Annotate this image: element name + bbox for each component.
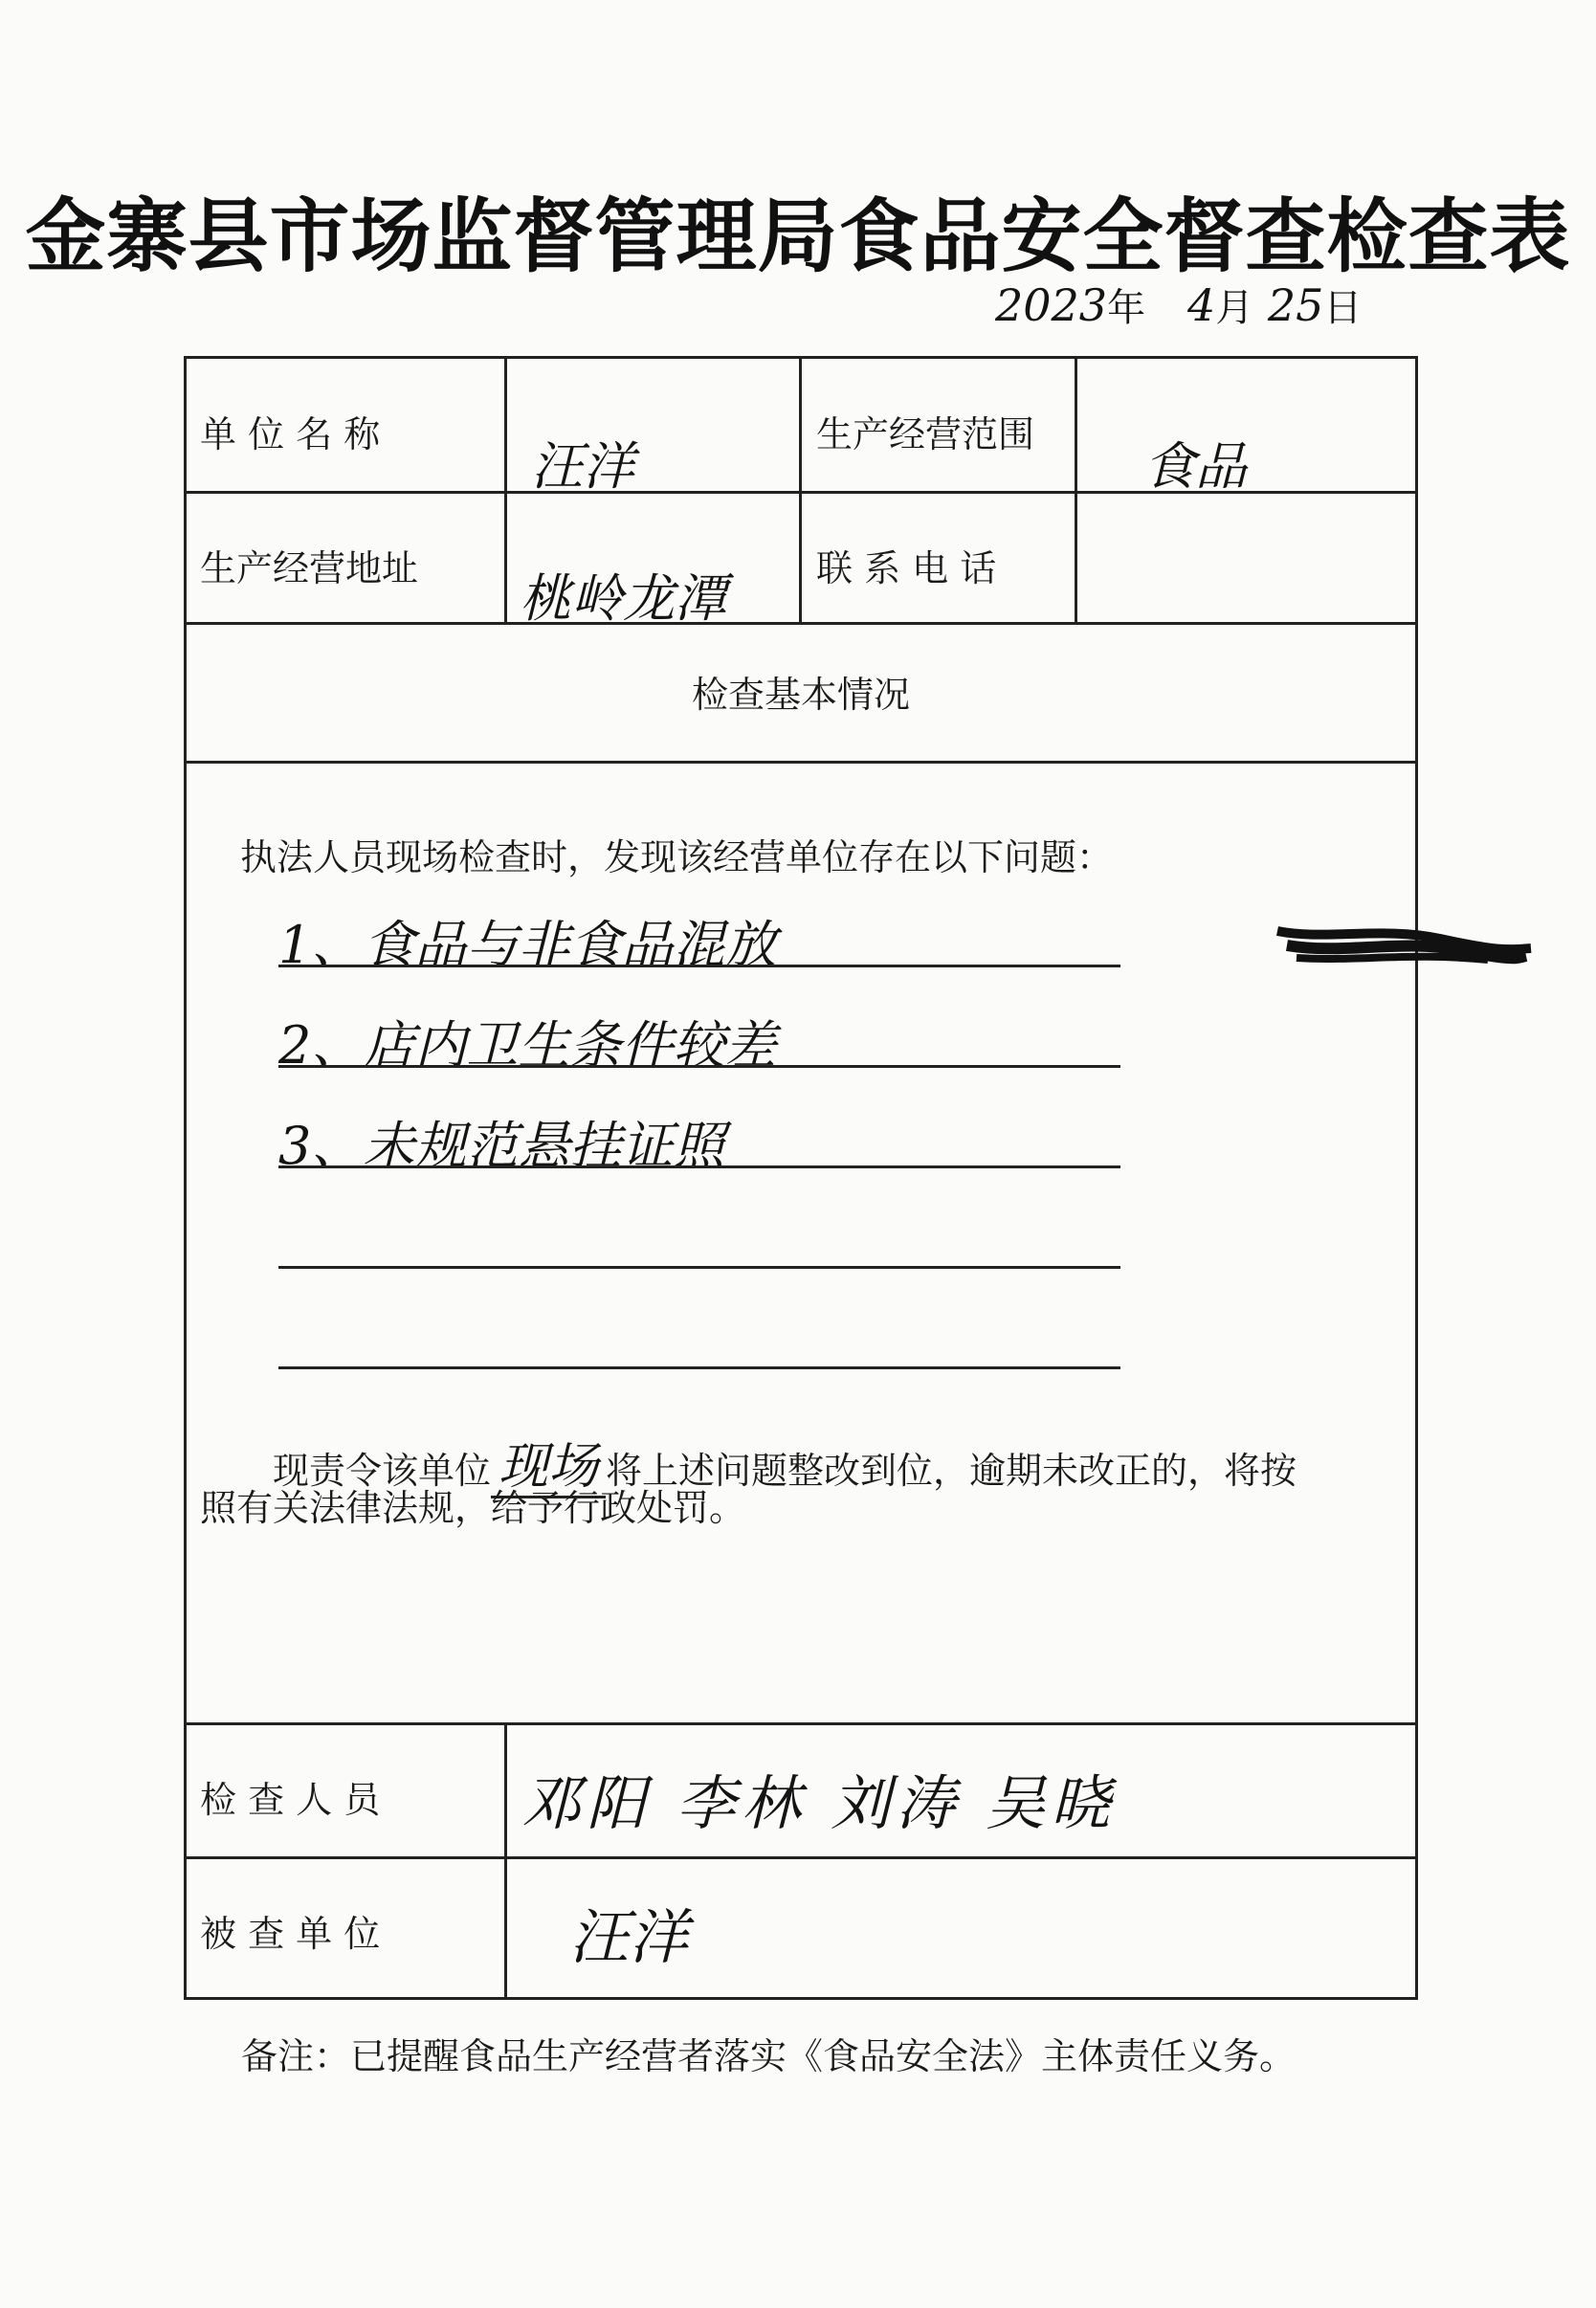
date-month-label: 月 bbox=[1215, 286, 1254, 330]
inspectors-label: 检 查 人 员 bbox=[200, 1779, 381, 1821]
order-prefix: 现责令该单位 bbox=[273, 1450, 492, 1492]
footnote: 备注：已提醒食品生产经营者落实《食品安全法》主体责任义务。 bbox=[241, 2035, 1297, 2077]
order-line2: 照有关法律法规，给予行政处罚。 bbox=[200, 1487, 746, 1529]
date-year: 2023 bbox=[995, 279, 1108, 331]
date-day-label: 日 bbox=[1323, 286, 1363, 330]
scope-value: 食品 bbox=[1143, 436, 1247, 497]
address-label: 生产经营地址 bbox=[200, 547, 419, 589]
inspected-label: 被 查 单 位 bbox=[200, 1913, 381, 1955]
issue-line-blank bbox=[278, 1266, 1120, 1269]
date-day: 25 bbox=[1267, 279, 1324, 331]
unit-name-label: 单 位 名 称 bbox=[200, 413, 381, 455]
issue-item: 2、店内卫生条件较差 bbox=[278, 1015, 777, 1076]
redacted-phone-scribble bbox=[1268, 921, 1536, 969]
col-divider bbox=[504, 359, 507, 622]
date-year-label: 年 bbox=[1107, 286, 1146, 330]
row-divider bbox=[187, 1856, 1415, 1859]
inspected-signature: 汪洋 bbox=[569, 1902, 689, 1972]
order-deadline: 现场 bbox=[491, 1438, 606, 1498]
row-divider bbox=[187, 622, 1415, 625]
col-divider bbox=[1075, 359, 1077, 622]
issue-line bbox=[278, 1065, 1120, 1068]
row-divider bbox=[187, 1722, 1415, 1725]
inspection-form bbox=[184, 356, 1418, 2000]
form-date bbox=[995, 277, 1362, 332]
findings-intro: 执法人员现场检查时，发现该经营单位存在以下问题： bbox=[240, 836, 1114, 878]
date-month: 4 bbox=[1186, 279, 1216, 331]
phone-label: 联 系 电 话 bbox=[816, 547, 997, 589]
order-suffix: 将上述问题整改到位，逾期未改正的，将按 bbox=[606, 1450, 1297, 1492]
col-divider bbox=[799, 359, 802, 622]
section-title: 检查基本情况 bbox=[691, 674, 910, 716]
unit-name-value: 汪洋 bbox=[531, 436, 634, 497]
scope-label: 生产经营范围 bbox=[816, 413, 1035, 455]
address-value: 桃岭龙潭 bbox=[520, 568, 726, 629]
issue-line bbox=[278, 1165, 1120, 1168]
row-divider bbox=[187, 761, 1415, 764]
issue-line-blank bbox=[278, 1366, 1120, 1369]
issue-item: 3、未规范悬挂证照 bbox=[278, 1116, 725, 1176]
col-divider bbox=[504, 1722, 507, 2000]
issue-item: 1、食品与非食品混放 bbox=[278, 915, 777, 975]
issue-line bbox=[278, 965, 1120, 967]
inspector-signatures: 邓阳 李林 刘涛 吴晓 bbox=[521, 1768, 1117, 1838]
form-title: 金寨县市场监督管理局食品安全督查检查表 bbox=[25, 189, 1571, 283]
